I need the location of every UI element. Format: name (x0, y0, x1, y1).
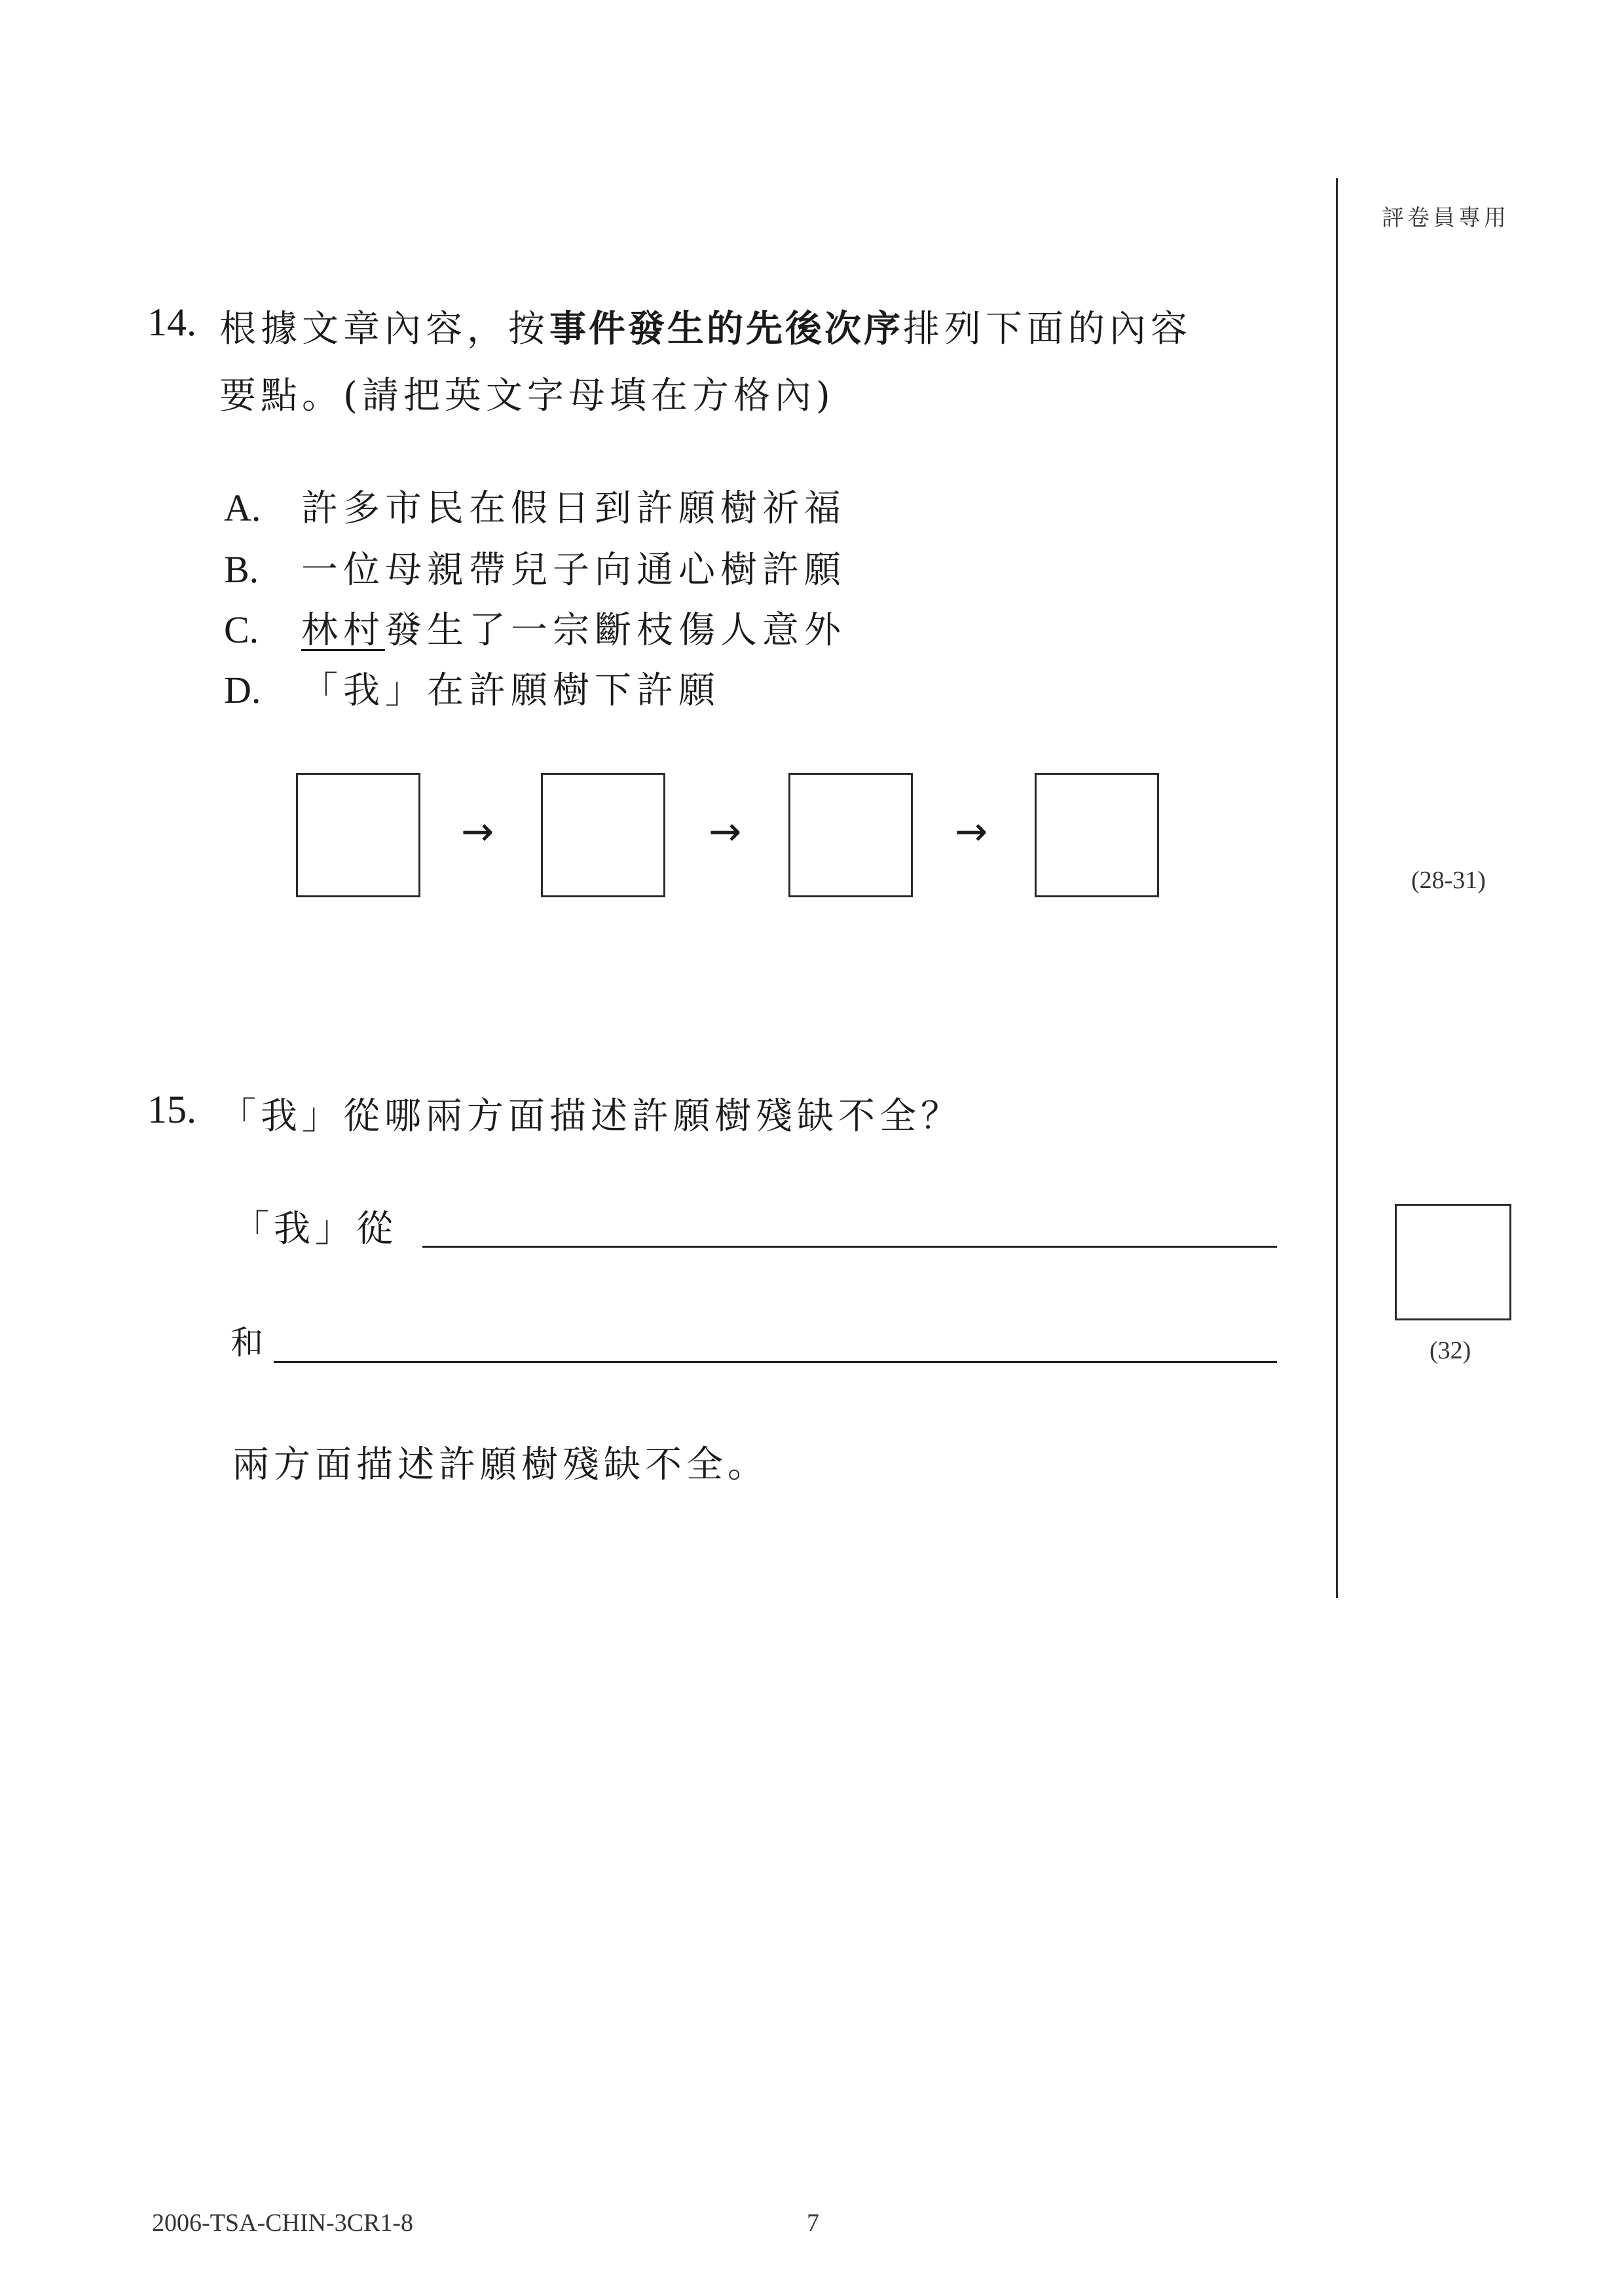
score-q15: (32) (1430, 1337, 1471, 1364)
question-14-prompt-emphasis: 事件發生的先後次序 (549, 308, 903, 350)
answer-box-3[interactable] (788, 773, 913, 897)
question-14-prompt-line1 (219, 300, 1192, 352)
marker-column-divider (1336, 178, 1338, 1598)
answer-line-1[interactable] (422, 1246, 1277, 1248)
arrow-right-icon: → (461, 809, 494, 855)
arrow-right-icon: → (955, 809, 988, 855)
option-text (301, 601, 846, 654)
arrow-right-icon: → (709, 809, 742, 855)
option-letter: D. (224, 669, 261, 711)
question-14-prompt-post: 排列下面的內容 (903, 308, 1192, 350)
place-name-underlined: 林村 (301, 609, 385, 652)
option-b (224, 541, 846, 593)
option-text: 許多市民在假日到許願樹祈福 (301, 487, 846, 530)
option-text: 一位母親帶兒子向通心樹許願 (301, 549, 846, 591)
answer-box-4[interactable] (1035, 773, 1159, 897)
answer-box-2[interactable] (541, 773, 665, 897)
paper-code: 2006-TSA-CHIN-3CR1-8 (152, 2209, 413, 2237)
option-c (224, 601, 846, 654)
marker-use-only-label: 評卷員專用 (1382, 205, 1509, 231)
answer-tail-text: 兩方面描述許願樹殘缺不全。 (232, 1444, 769, 1486)
question-15-number: 15. (147, 1088, 196, 1131)
option-text-rest: 發生了一宗斷枝傷人意外 (385, 609, 846, 652)
option-letter: C. (224, 608, 259, 651)
option-a (224, 479, 846, 532)
score-range-q14: (28-31) (1411, 867, 1486, 894)
answer-and-label: 和 (231, 1324, 263, 1362)
option-letter: B. (224, 548, 259, 591)
question-14-number: 14. (147, 301, 196, 344)
answer-line-2[interactable] (274, 1361, 1277, 1363)
page-number: 7 (807, 2209, 819, 2237)
answer-box-1[interactable] (296, 773, 420, 897)
option-text: 「我」在許願樹下許願 (301, 669, 720, 712)
marker-score-box-q15[interactable] (1395, 1204, 1511, 1320)
question-15-prompt: 「我」從哪兩方面描述許願樹殘缺不全？ (219, 1095, 962, 1138)
answer-from-label: 「我」從 (232, 1208, 397, 1250)
question-14-prompt-line2: 要點。(請把英文字母填在方格內) (219, 375, 835, 417)
question-14-prompt-pre: 根據文章內容，按 (219, 308, 549, 350)
option-d (224, 662, 720, 714)
option-letter: A. (224, 487, 261, 529)
